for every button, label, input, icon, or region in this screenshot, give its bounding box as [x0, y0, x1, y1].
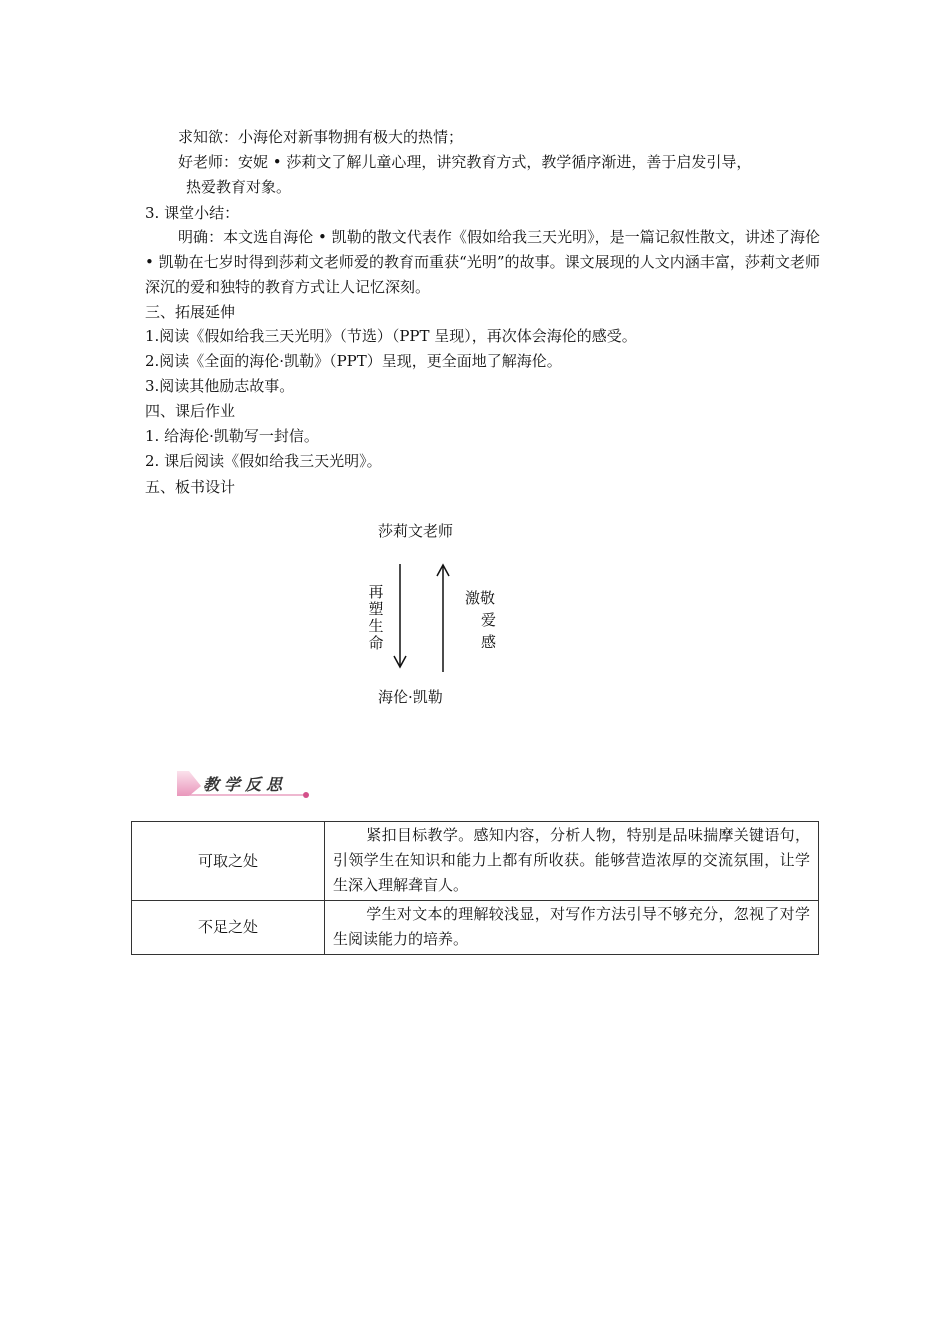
row-text-weaknesses	[325, 901, 819, 955]
row-label-weaknesses: 不足之处	[132, 901, 325, 955]
row-label-strengths: 可取之处	[132, 822, 325, 901]
summary-paragraph-text: 明确：本文选自海伦 • 凯勒的散文代表作《假如给我三天光明》，是一篇记叙性散文，讲述了海伦 • 凯勒在七岁时得到莎莉文老师爱的教育而重获“光明”的故事。课文展现的人文内涵丰富，莎莉文老师深沉的爱和独特的教育方式让人记忆深刻。	[145, 228, 820, 296]
summary-paragraph	[145, 225, 820, 300]
board-right-text-c: 感	[481, 633, 497, 651]
row-text-weaknesses-content: 学生对文本的理解较浅显，对写作方法引导不够充分，忽视了对学生阅读能力的培养。	[333, 905, 810, 948]
section-homework-heading: 四、课后作业	[145, 402, 236, 420]
homework-item-2: 2. 课后阅读《假如给我三天光明》。	[145, 452, 382, 470]
board-right-text-b: 爱	[481, 611, 497, 629]
board-bottom-label: 海伦·凯勒	[378, 688, 443, 706]
banner-dot	[303, 792, 309, 798]
board-left-vertical-text: 再塑生命	[368, 583, 384, 652]
board-top-label: 莎莉文老师	[378, 522, 454, 540]
text-line-good-teacher-cont: 热爱教育对象。	[186, 178, 292, 196]
table-row	[132, 901, 819, 955]
row-text-strengths-content: 紧扣目标教学。感知内容，分析人物，特别是品味揣摩关键语句，引领学生在知识和能力上都有所收获。能够营造浓厚的交流氛围，让学生深入理解聋盲人。	[333, 826, 810, 894]
board-right-text-a: 激敬	[465, 589, 496, 607]
banner-ribbon-shape	[177, 771, 201, 796]
extension-item-2: 2.阅读《全面的海伦·凯勒》（PPT）呈现，更全面地了解海伦。	[145, 352, 562, 370]
section-board-design-heading: 五、板书设计	[145, 478, 236, 496]
extension-item-1: 1.阅读《假如给我三天光明》（节选）（PPT 呈现），再次体会海伦的感受。	[145, 327, 637, 345]
text-line-curiosity: 求知欲：小海伦对新事物拥有极大的热情；	[178, 128, 464, 146]
reflection-table	[131, 821, 819, 955]
section-class-summary: 3. 课堂小结：	[145, 204, 240, 222]
reflection-banner	[175, 768, 320, 802]
extension-item-3: 3.阅读其他励志故事。	[145, 377, 295, 395]
section-extension-heading: 三、拓展延伸	[145, 303, 236, 321]
reflection-title: 教学反思	[203, 775, 288, 794]
homework-item-1: 1. 给海伦·凯勒写一封信。	[145, 427, 319, 445]
row-text-strengths	[325, 822, 819, 901]
table-row	[132, 822, 819, 901]
text-line-good-teacher: 好老师：安妮 • 莎莉文了解儿童心理，讲究教育方式，教学循序渐进，善于启发引导，	[178, 153, 752, 171]
